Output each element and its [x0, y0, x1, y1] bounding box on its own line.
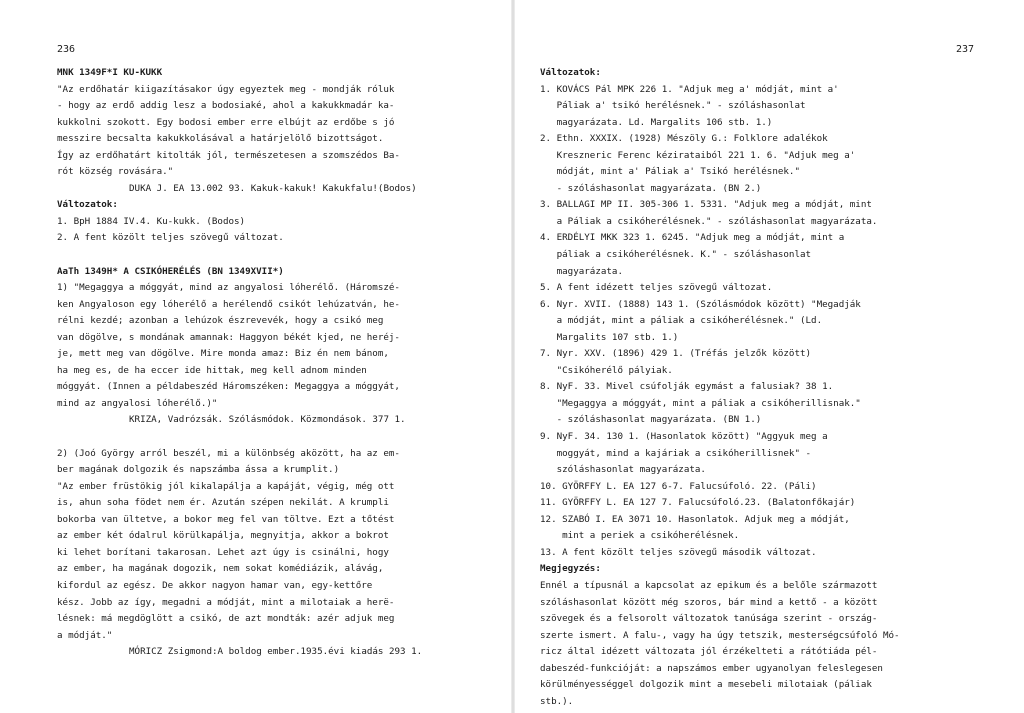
blank-line — [57, 247, 469, 264]
text-line: ricz által idézett változata jól érzékelteti a rátótiáda pél- — [540, 646, 878, 658]
text-line: van dögölve, s mondának amannak: Haggyon békét kjed, ne heréj- — [57, 331, 400, 343]
text-line: is, ahun soha födet nem ér. Azután szépen nekilát. A krumpli — [57, 497, 389, 509]
text-line: 1. BpH 1884 IV.4. Ku-kukk. (Bodos) — [57, 215, 246, 227]
text-line: 8. NyF. 33. Mivel csúfolják egymást a falusiak? 38 1. — [540, 381, 834, 393]
text-line: mint a periek a csikóherélésnek. — [540, 530, 740, 542]
heading-line: MNK 1349F*I KU-KUKK — [57, 67, 163, 78]
text-line: 2) (Joó György arról beszél, mi a különbség aközött, ha az em- — [57, 447, 400, 459]
text-line: az ember két ódalrul körülkapálja, megnyitja, akkor a bokrot — [57, 530, 389, 542]
blank-line — [57, 429, 469, 446]
text-line: a módját, mint a páliak a csikóherélésnek." (Ld. — [540, 315, 823, 327]
text-line: "Megaggya a móggyát, mint a páliak a csikóherillisnak." — [540, 397, 861, 409]
text-column — [540, 65, 980, 710]
heading-line: Változatok: — [57, 199, 118, 211]
text-line: 10. GYÖRFFY L. EA 127 6-7. Falucsúfoló. 22. (Páli) — [540, 480, 817, 492]
text-line: szerte ismert. A falu-, vagy ha úgy tetszik, mesterségcsúfoló Mó- — [540, 629, 900, 641]
text-line: "Csikóherélő pályiak. — [540, 364, 673, 376]
text-line: Margalits 107 stb. 1.) — [540, 331, 679, 343]
text-line: ber magának dolgozik és napszámba ássa a krumplit.) — [57, 464, 340, 476]
text-column — [57, 65, 469, 661]
text-line: je, mett meg van dögölve. Mire monda amaz: Biz én nem bánom, — [57, 348, 389, 360]
text-line: 2. Ethn. XXXIX. (1928) Mészöly G.: Folklore adalékok — [540, 133, 828, 145]
text-line: mind az angyalosi lóherélő.)" — [57, 397, 218, 409]
text-line: 12. SZABÓ I. EA 3071 10. Hasonlatok. Adjuk meg a módját, — [540, 513, 850, 525]
text-line: magyarázata. Ld. Margalits 106 stb. 1.) — [540, 116, 773, 128]
text-line: 1. KOVÁCS Pál MPK 226 1. "Adjuk meg a' módját, mint a' — [540, 83, 839, 95]
text-line: - hogy az erdő addig lesz a bodosiaké, ahol a kakukkmadár ka- — [57, 100, 395, 112]
heading-line: Megjegyzés: — [540, 563, 601, 575]
text-line: stb.). — [540, 695, 574, 707]
text-line: moggyát, mind a kajáriak a csikóherillisnek" - — [540, 447, 812, 459]
text-line: 5. A fent idézett teljes szövegű változat. — [540, 282, 773, 294]
text-line: 11. GYÖRFFY L. EA 127 7. Falucsúfoló.23. (Balatonfőkajár) — [540, 497, 856, 509]
text-line: páliak a csikóherélésnek. K." - szóláshasonlat — [540, 249, 812, 261]
text-line: kukkolni szokott. Egy bodosi ember erre elbújt az erdőbe s jó — [57, 116, 395, 128]
text-line: kész. Jobb az így, megadni a módját, mint a milotaiak a herë- — [57, 596, 395, 608]
text-line: 4. ERDÉLYI MKK 323 1. 6245. "Adjuk meg a módját, mint a — [540, 232, 845, 244]
text-line: Így az erdőhatárt kitolták jól, természetesen a szomszédos Ba- — [57, 149, 400, 161]
text-line: - szóláshasonlat magyarázata. (BN 2.) — [540, 182, 762, 194]
text-line: 6. Nyr. XVII. (1888) 143 1. (Szólásmódok között) "Megadják — [540, 298, 861, 310]
text-line: Ennél a típusnál a kapcsolat az epikum és a belőle származott — [540, 579, 878, 591]
text-line: messzire becsalta kakukkolásával a határjelölő bizottságot. — [57, 133, 384, 145]
citation-line: DUKA J. EA 13.002 93. Kakuk-kakuk! Kakukfalu!(Bodos) — [129, 182, 417, 194]
text-line: szóláshasonlat magyarázata. — [540, 464, 706, 476]
page-number: 237 — [956, 44, 975, 55]
page-number: 236 — [57, 44, 76, 55]
text-line: bokorba van ültetve, a bokor meg fel van töltve. Ezt a tőtést — [57, 513, 395, 525]
text-line: szóláshasonlat között még szoros, bár mind a kettő - a között — [540, 596, 878, 608]
citation-line: KRIZA, Vadrózsák. Szólásmódok. Közmondások. 377 1. — [129, 414, 406, 426]
text-line: módját, mint a' Páliak a' Tsikó herélésnek." — [540, 166, 800, 178]
text-line: 9. NyF. 34. 130 1. (Hasonlatok között) "Aggyuk meg a — [540, 431, 828, 443]
text-line: rót község rovására." — [57, 166, 174, 178]
text-line: "Az ember früstökig jól kikalapálja a kapáját, végig, még ott — [57, 480, 395, 492]
heading-line: AaTh 1349H* A CSIKÓHERÉLÉS (BN 1349XVII*) — [57, 265, 284, 277]
text-line: ken Angyaloson egy lóherélő a herélendő csikót lehúzatván, he- — [57, 298, 400, 310]
text-line: 2. A fent közölt teljes szövegű változat. — [57, 232, 284, 244]
text-line: a módját." — [57, 629, 113, 641]
text-line: az ember, ha magának dogozik, nem sokat komédiázik, alávág, — [57, 563, 384, 575]
book-gutter — [511, 0, 515, 713]
text-line: móggyát. (Innen a példabeszéd Háromszéken: Megaggya a móggyát, — [57, 381, 400, 393]
text-line: dabeszéd-funkcióját: a napszámos ember ugyanolyan feleslegesen — [540, 662, 883, 674]
text-line: 13. A fent közölt teljes szövegű második változat. — [540, 546, 817, 558]
text-line: ki lehet borítani takarosan. Lehet azt úgy is csinálni, hogy — [57, 546, 389, 558]
text-line: Páliak a' tsikó herélésnek." - szóláshasonlat — [540, 100, 806, 112]
text-line: Kreszneric Ferenc kézirataiból 221 1. 6. "Adjuk meg a' — [540, 149, 856, 161]
citation-line: MÓRICZ Zsigmond:A boldog ember.1935.évi kiadás 293 1. — [129, 646, 423, 658]
text-line: a Páliak a csikóherélésnek." - szóláshasonlat magyarázata. — [540, 215, 878, 227]
text-line: lésnek: má megdöglött a csikó, de azt mondták: azér adjuk meg — [57, 613, 395, 625]
text-line: 3. BALLAGI MP II. 305-306 1. 5331. "Adjuk meg a módját, mint — [540, 199, 872, 211]
text-line: - szóláshasonlat magyarázata. (BN 1.) — [540, 414, 762, 426]
right-page — [516, 0, 1024, 713]
heading-line: Változatok: — [540, 67, 601, 78]
text-line: ha meg es, de ha eccer ide hittak, meg kell adnom minden — [57, 364, 367, 376]
text-line: "Az erdőhatár kiigazításakor úgy egyeztek meg - mondják róluk — [57, 83, 395, 95]
text-line: körülményességgel dolgozik mint a mesebeli milotaiak (páliak — [540, 679, 872, 691]
text-line: magyarázata. — [540, 265, 623, 277]
text-line: kifordul az egész. De akkor nagyon hamar van, egy-kettőre — [57, 579, 373, 591]
text-line: 7. Nyr. XXV. (1896) 429 1. (Tréfás jelzők között) — [540, 348, 812, 360]
text-line: rélni kezdé; azonban a lehúzok észrevevék, hogy a csikó meg — [57, 315, 384, 327]
text-line: szövegek és a felsorolt változatok tanúsága szerint - ország- — [540, 613, 878, 625]
text-line: 1) "Megaggya a móggyát, mind az angyalosi lóherélő. (Háromszé- — [57, 282, 400, 294]
